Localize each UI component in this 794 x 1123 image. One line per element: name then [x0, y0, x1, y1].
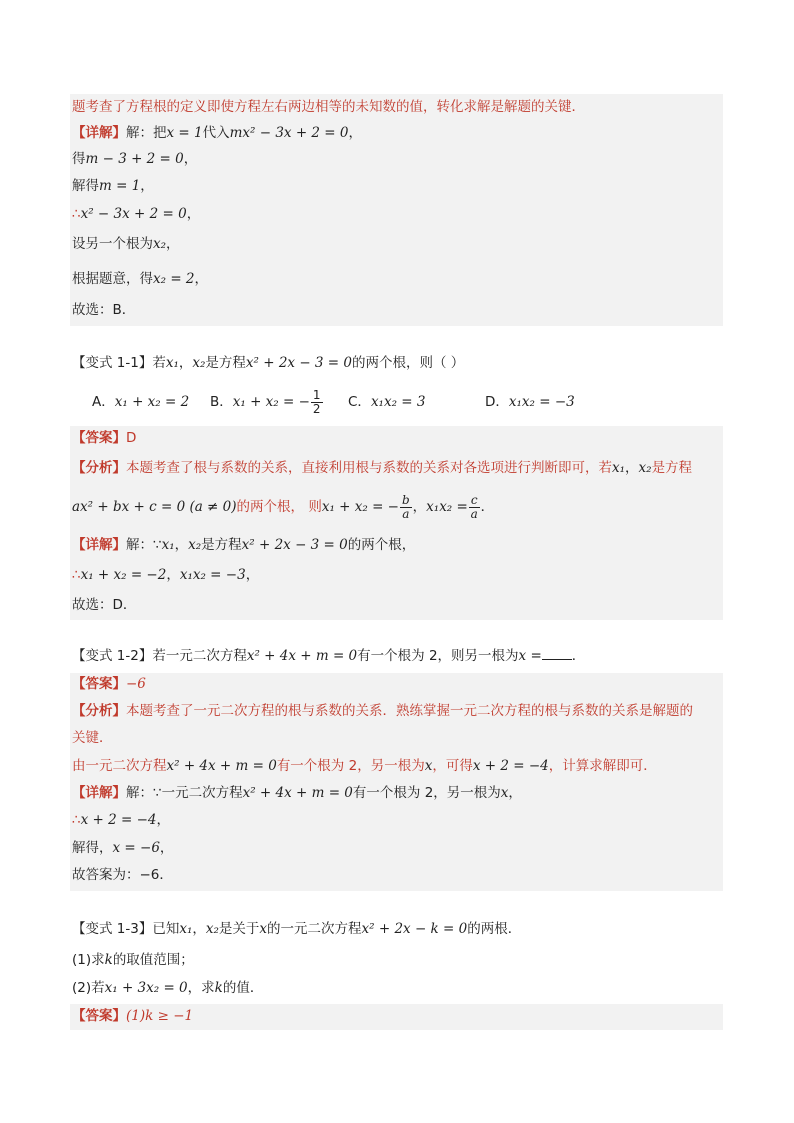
text: 的两根． [467, 921, 522, 937]
text: 的两个根， 则 [236, 499, 322, 515]
math: x₁x₂ = [426, 499, 468, 515]
text: 有一个根为 2，另一根为 [352, 785, 501, 801]
text-line [72, 150, 197, 168]
math: x² + 4x + m = 0 [242, 785, 353, 801]
math: x₁ [161, 537, 175, 553]
math: mx² − 3x + 2 = 0 [229, 125, 349, 141]
option-a [92, 393, 189, 411]
question-1-3 [72, 920, 521, 938]
math: x₁x₂ = −3 [179, 567, 246, 583]
question-1-1 [72, 354, 464, 372]
answer-tag: 【答案】 [72, 430, 126, 446]
fraction [469, 494, 480, 521]
math: x₂ [638, 460, 652, 476]
text: ， [186, 206, 201, 222]
text: ， [166, 236, 180, 252]
denominator: a [470, 506, 478, 521]
text: 本题考查了根与系数的关系，直接利用根与系数的关系对各选项进行判断即可，若 [126, 460, 612, 476]
numerator: b [401, 492, 410, 507]
text: 故选：B． [72, 302, 136, 318]
answer-line [72, 1007, 193, 1025]
text: ， [156, 812, 170, 828]
text: 若 [152, 355, 166, 371]
detail-line [72, 811, 170, 829]
math: x + 2 = −4 [80, 812, 157, 828]
text: ， [174, 537, 189, 553]
answer-line [72, 675, 146, 693]
text: 的两个根， [347, 537, 416, 553]
text-line [72, 301, 135, 319]
math: k [214, 980, 223, 996]
text: ， [194, 271, 209, 287]
text: ， [245, 567, 260, 583]
detail-line [72, 536, 415, 554]
detail-line [72, 784, 522, 802]
denominator: 2 [312, 401, 321, 416]
text-line [72, 235, 180, 253]
text: (1)求 [72, 952, 105, 968]
math: x = −6 [112, 840, 160, 856]
text: ， [508, 785, 522, 801]
text: 本题考查了一元二次方程的根与系数的关系．熟练掌握一元二次方程的根与系数的关系是解题的 [126, 703, 693, 719]
math: x₂ [188, 537, 202, 553]
text: ，可得 [432, 758, 473, 774]
text: 得 [72, 151, 86, 167]
math: x₁x₂ = 3 [370, 394, 426, 410]
text: 已知 [152, 921, 180, 937]
text: 是方程 [201, 537, 242, 553]
analysis-line [72, 757, 657, 775]
option-d [485, 393, 575, 411]
math: x₂ [153, 236, 167, 252]
text: 的值． [222, 980, 264, 996]
text-line [72, 177, 154, 195]
math: x₁x₂ = −3 [508, 394, 575, 410]
math: x [424, 758, 433, 774]
math: x + 2 = −4 [472, 758, 549, 774]
answer-value: (1)k ≥ −1 [126, 1008, 194, 1024]
text: 根据题意，得 [72, 271, 153, 287]
detail-tag: 【详解】 [72, 125, 126, 141]
text: ， [412, 499, 427, 515]
answer-value: D [126, 430, 137, 446]
detail-tag: 【详解】 [72, 537, 126, 553]
option-label: B． [210, 394, 233, 410]
detail-line [72, 596, 136, 614]
option-label: C． [348, 394, 371, 410]
math: k [104, 952, 113, 968]
text-line [72, 98, 585, 116]
text: 的两个根，则（ ） [352, 355, 465, 371]
answer-tag: 【答案】 [72, 676, 126, 692]
text: 代入 [202, 125, 230, 141]
analysis-tag: 【分析】 [72, 703, 126, 719]
math: m = 1 [99, 178, 141, 194]
question-part-1 [72, 951, 194, 969]
math: x₁ [165, 355, 179, 371]
math: x₁ [612, 460, 626, 476]
math: x² + 2x − 3 = 0 [245, 355, 352, 371]
question-part-2 [72, 979, 263, 997]
text: 是关于 [218, 921, 260, 937]
text: (2)若 [72, 980, 105, 996]
math: x [500, 785, 509, 801]
text: 有一个根为 2，则另一根为 [357, 648, 519, 664]
analysis-tag: 【分析】 [72, 460, 126, 476]
text: 的取值范围； [112, 952, 194, 968]
math: x₂ [205, 921, 219, 937]
math: x₁ + x₂ = − [232, 394, 310, 410]
text: 设另一个根为 [72, 236, 153, 252]
text-line [72, 270, 208, 288]
math: x₁ + x₂ = − [321, 499, 399, 515]
text: 若一元二次方程 [152, 648, 247, 664]
text: ． [480, 499, 495, 515]
math: x₁ + x₂ = 2 [114, 394, 190, 410]
text: ， [625, 460, 639, 476]
text: 解得 [72, 178, 99, 194]
text-line [72, 205, 200, 223]
text: ∴ [72, 812, 81, 828]
analysis-line [72, 702, 693, 720]
analysis-line [72, 729, 113, 747]
answer-tag: 【答案】 [72, 1008, 126, 1024]
text: 故选：D． [72, 597, 137, 613]
text: 是方程 [651, 460, 693, 476]
math: x² − 3x + 2 = 0 [80, 206, 187, 222]
text: ， [348, 125, 362, 141]
math: x² + 4x + m = 0 [166, 758, 277, 774]
answer-line [72, 429, 136, 447]
denominator: a [402, 506, 410, 521]
text: 解：∵一元二次方程 [126, 785, 243, 801]
text: 解：∵ [126, 537, 162, 553]
text: 是方程 [205, 355, 246, 371]
analysis-line [72, 490, 494, 524]
text: ， [183, 151, 198, 167]
fraction [400, 494, 412, 521]
text: ， [178, 355, 193, 371]
math: x = 1 [166, 125, 203, 141]
math: x₁ [179, 921, 193, 937]
detail-line [72, 839, 173, 857]
analysis-line [72, 459, 692, 477]
math: x² + 4x + m = 0 [246, 648, 358, 664]
text: 题考查了方程根的定义即使方程左右两边相等的未知数的值，转化求解是解题的关键． [72, 99, 585, 115]
text: 的一元二次方程 [267, 921, 362, 937]
text: ， [159, 840, 174, 856]
text: 解：把 [126, 125, 167, 141]
text: 故答案为：−6． [72, 867, 173, 883]
answer-value: −6 [126, 676, 146, 692]
option-label: A． [92, 394, 115, 410]
question-1-2 [72, 647, 585, 665]
text: 关键． [72, 730, 113, 746]
math: x² + 2x − k = 0 [361, 921, 468, 937]
detail-line [72, 566, 259, 584]
math: ax² + bx + c = 0 (a ≠ 0) [72, 499, 237, 515]
option-b [210, 384, 324, 420]
text: ，计算求解即可． [548, 758, 657, 774]
text: ． [571, 648, 586, 664]
detail-line [72, 866, 173, 884]
text: 有一个根为 2，另一根为 [276, 758, 425, 774]
math: x₂ [192, 355, 206, 371]
question-label: 【变式 1-3】 [72, 921, 153, 937]
text: ， [140, 178, 154, 194]
math: x₁ + x₂ = −2 [80, 567, 167, 583]
math: m − 3 + 2 = 0 [85, 151, 184, 167]
answer-blank[interactable] [542, 647, 572, 660]
text-line [72, 124, 362, 142]
option-label: D． [485, 394, 509, 410]
text: ∴ [72, 567, 81, 583]
text: ， [166, 567, 180, 583]
question-label: 【变式 1-2】 [72, 648, 153, 664]
math: x² + 2x − 3 = 0 [241, 537, 348, 553]
math: x [259, 921, 268, 937]
numerator: 1 [312, 387, 321, 402]
question-label: 【变式 1-1】 [72, 355, 153, 371]
numerator: c [470, 492, 478, 507]
text: 由一元二次方程 [72, 758, 167, 774]
text: ，求 [187, 980, 215, 996]
math: x₂ = 2 [153, 271, 195, 287]
text: ， [192, 921, 206, 937]
detail-tag: 【详解】 [72, 785, 126, 801]
fraction [311, 389, 323, 416]
math: x₁ + 3x₂ = 0 [104, 980, 188, 996]
math: x = [518, 648, 542, 664]
text: 解得， [72, 840, 113, 856]
option-c [348, 393, 425, 411]
text: ∴ [72, 206, 81, 222]
